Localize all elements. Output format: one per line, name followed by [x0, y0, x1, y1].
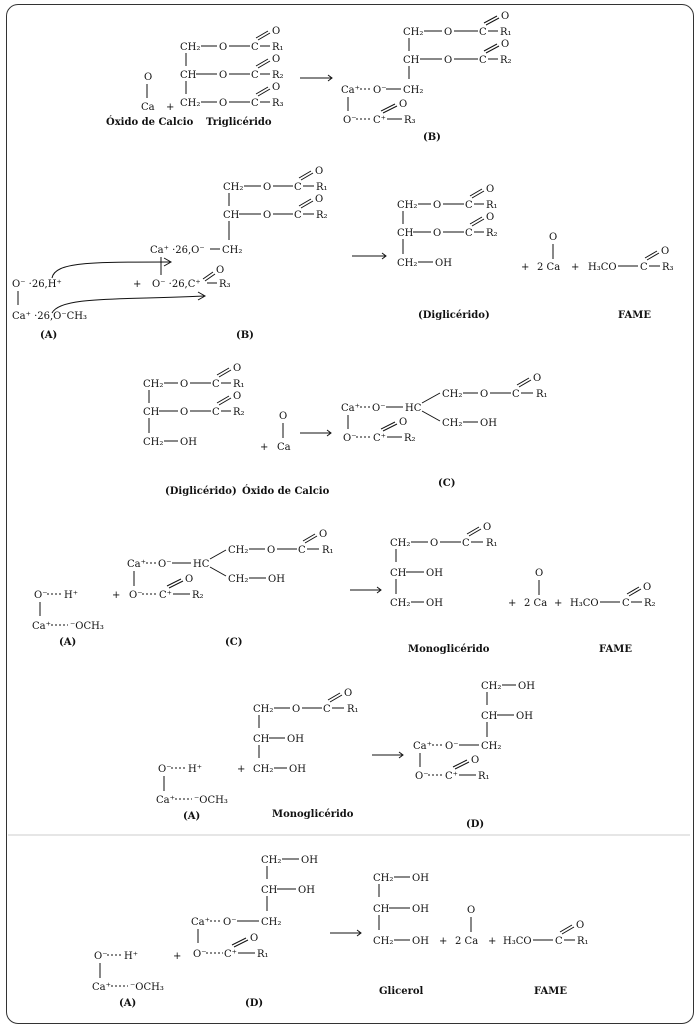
row3-cao [277, 411, 291, 453]
svg-text:C: C [465, 228, 473, 239]
svg-text:O⁻: O⁻ [94, 951, 108, 962]
svg-text:Monoglicérido: Monoglicérido [408, 644, 490, 655]
row4-monoglyceride [390, 522, 498, 609]
svg-text:H₃CO: H₃CO [588, 262, 617, 273]
row6-glycerol [373, 873, 429, 947]
svg-text:R₁: R₁ [257, 949, 269, 960]
svg-text:O: O [315, 166, 324, 177]
svg-text:O: O [661, 246, 670, 257]
electron-arrow [52, 262, 170, 278]
svg-text:R₁: R₁ [478, 771, 490, 782]
svg-text:FAME: FAME [618, 310, 651, 321]
svg-text:C: C [212, 379, 220, 390]
svg-text:Óxido de Calcio: Óxido de Calcio [242, 486, 330, 497]
svg-text:O: O [399, 417, 408, 428]
svg-text:O⁻: O⁻ [343, 115, 357, 126]
svg-text:C: C [640, 262, 648, 273]
svg-text:+: + [237, 764, 246, 775]
row2-intermediate-B [150, 166, 328, 290]
row4-fame [570, 582, 656, 609]
svg-text:C: C [512, 389, 520, 400]
svg-text:(Diglicérido): (Diglicérido) [165, 486, 237, 497]
svg-text:C: C [212, 407, 220, 418]
svg-text:+: + [571, 262, 580, 273]
svg-text:R₂: R₂ [272, 70, 284, 81]
row1-intermediate-B [341, 11, 512, 126]
svg-text:CH: CH [223, 210, 240, 221]
svg-text:O: O [483, 522, 492, 533]
svg-text:OH: OH [412, 873, 429, 884]
svg-text:CH₂: CH₂ [481, 741, 502, 752]
svg-text:2 Ca: 2 Ca [455, 936, 479, 947]
svg-text:O: O [344, 688, 353, 699]
svg-text:O: O [272, 82, 281, 93]
svg-text:OH: OH [289, 764, 306, 775]
svg-text:C: C [251, 42, 259, 53]
svg-text:R₂: R₂ [316, 210, 328, 221]
svg-text:(D): (D) [466, 819, 485, 830]
svg-text:Ca⁺: Ca⁺ [341, 85, 360, 96]
svg-text:O: O [433, 228, 442, 239]
svg-text:CH: CH [481, 711, 498, 722]
row2-fame [588, 246, 674, 273]
svg-text:+: + [173, 951, 182, 962]
svg-text:C: C [294, 210, 302, 221]
svg-text:O: O [219, 70, 228, 81]
row5-intermediate-D [413, 681, 535, 782]
row2-catalyst-A [12, 279, 87, 322]
label-oxido-calcio: Óxido de Calcio [106, 117, 194, 128]
svg-text:R₁: R₁ [316, 182, 328, 193]
svg-text:OH: OH [412, 936, 429, 947]
svg-text:+: + [508, 598, 517, 609]
svg-text:OH: OH [516, 711, 533, 722]
svg-text:O: O [501, 11, 510, 22]
svg-text:O: O [267, 545, 276, 556]
svg-text:O⁻: O⁻ [193, 949, 207, 960]
svg-text:(A): (A) [183, 811, 201, 822]
row5-catalyst-A [156, 764, 228, 806]
svg-text:H⁺: H⁺ [188, 764, 202, 775]
svg-text:O⁻: O⁻ [372, 403, 386, 414]
svg-text:FAME: FAME [534, 986, 567, 997]
svg-text:O: O [643, 582, 652, 593]
row4-intermediate-C [127, 529, 334, 601]
svg-text:O: O [272, 26, 281, 37]
svg-text:OH: OH [435, 258, 452, 269]
svg-text:O: O [233, 363, 242, 374]
svg-text:C: C [479, 55, 487, 66]
svg-text:CH: CH [390, 568, 407, 579]
svg-text:CH₂: CH₂ [397, 200, 418, 211]
svg-text:⁻OCH₃: ⁻OCH₃ [130, 982, 164, 993]
svg-text:CH: CH [397, 228, 414, 239]
svg-text:Ca⁺: Ca⁺ [127, 559, 146, 570]
svg-text:(A): (A) [40, 330, 58, 341]
svg-text:H⁺: H⁺ [124, 951, 138, 962]
svg-text:CH₂: CH₂ [180, 98, 201, 109]
svg-text:C: C [462, 538, 470, 549]
svg-text:CH₂: CH₂ [253, 764, 274, 775]
svg-text:(Diglicérido): (Diglicérido) [418, 310, 490, 321]
svg-text:O⁻: O⁻ [223, 917, 237, 928]
svg-text:2 Ca: 2 Ca [524, 598, 548, 609]
svg-text:C⁺: C⁺ [224, 949, 237, 960]
svg-text:OH: OH [268, 574, 285, 585]
svg-text:C⁺: C⁺ [445, 771, 458, 782]
svg-text:CH₂: CH₂ [442, 418, 463, 429]
svg-text:CH₂: CH₂ [223, 182, 244, 193]
svg-text:R₂: R₂ [500, 55, 512, 66]
svg-text:O: O [533, 373, 542, 384]
svg-text:O⁻: O⁻ [415, 771, 429, 782]
svg-text:R₁: R₁ [347, 704, 359, 715]
svg-text:O⁻ ·26,H⁺: O⁻ ·26,H⁺ [12, 279, 62, 290]
svg-text:CH: CH [261, 885, 278, 896]
svg-text:OH: OH [426, 598, 443, 609]
row6-catalyst-A [92, 951, 164, 993]
svg-text:H⁺: H⁺ [64, 590, 78, 601]
row6-fame [503, 920, 589, 947]
svg-text:R₃: R₃ [219, 279, 231, 290]
svg-text:O⁻: O⁻ [158, 764, 172, 775]
svg-text:CH: CH [373, 904, 390, 915]
svg-text:O⁻: O⁻ [158, 559, 172, 570]
svg-text:CH₂: CH₂ [143, 437, 164, 448]
svg-text:R₁: R₁ [272, 42, 284, 53]
svg-text:OH: OH [301, 855, 318, 866]
svg-text:CH₂: CH₂ [403, 27, 424, 38]
svg-text:Ca⁺: Ca⁺ [191, 917, 210, 928]
svg-text:O: O [315, 194, 324, 205]
svg-text:OH: OH [287, 734, 304, 745]
svg-text:CH₂: CH₂ [397, 258, 418, 269]
svg-text:O: O [576, 920, 585, 931]
svg-text:R₃: R₃ [662, 262, 674, 273]
svg-text:OH: OH [518, 681, 535, 692]
row1-triglyceride [180, 26, 284, 109]
svg-text:⁻OCH₃: ⁻OCH₃ [194, 795, 228, 806]
svg-text:Ca⁺: Ca⁺ [156, 795, 175, 806]
label-B: (B) [423, 132, 441, 143]
svg-text:CH₂: CH₂ [180, 42, 201, 53]
svg-text:CH₂: CH₂ [143, 379, 164, 390]
row6-cao [455, 905, 478, 947]
svg-text:O: O [216, 265, 225, 276]
atom: Ca [141, 102, 155, 113]
svg-text:C: C [298, 545, 306, 556]
svg-text:OH: OH [180, 437, 197, 448]
svg-text:O: O [549, 232, 558, 243]
svg-text:Ca⁺: Ca⁺ [32, 621, 51, 632]
svg-text:C: C [555, 936, 563, 947]
svg-text:O: O [180, 407, 189, 418]
row2-diglyceride [397, 184, 498, 269]
svg-text:OH: OH [426, 568, 443, 579]
svg-text:O: O [250, 933, 259, 944]
svg-text:O: O [180, 379, 189, 390]
svg-text:OH: OH [298, 885, 315, 896]
svg-text:CH: CH [253, 734, 270, 745]
svg-text:CH₂: CH₂ [373, 873, 394, 884]
svg-text:R₂: R₂ [486, 228, 498, 239]
svg-text:CH₂: CH₂ [481, 681, 502, 692]
row1-cao [141, 72, 155, 113]
svg-text:R₃: R₃ [404, 115, 416, 126]
svg-text:O: O [430, 538, 439, 549]
svg-text:R₁: R₁ [536, 389, 548, 400]
svg-text:+: + [112, 590, 121, 601]
svg-text:R₃: R₃ [272, 98, 284, 109]
svg-text:O: O [185, 574, 194, 585]
svg-text:CH₂: CH₂ [261, 855, 282, 866]
svg-text:C: C [251, 70, 259, 81]
row6-intermediate-D [191, 855, 318, 960]
svg-text:FAME: FAME [599, 644, 632, 655]
svg-text:Ca⁺ ·26,O⁻: Ca⁺ ·26,O⁻ [150, 245, 205, 256]
svg-text:C: C [622, 598, 630, 609]
svg-text:+: + [439, 936, 448, 947]
svg-text:R₂: R₂ [233, 407, 245, 418]
svg-text:(C): (C) [225, 637, 243, 648]
svg-text:C: C [323, 704, 331, 715]
row3-diglyceride [143, 363, 245, 448]
svg-text:O: O [233, 391, 242, 402]
svg-text:CH₂: CH₂ [253, 704, 274, 715]
atom: O [144, 72, 153, 83]
svg-text:CH₂: CH₂ [442, 389, 463, 400]
svg-text:Ca⁺ ·26,O⁻CH₃: Ca⁺ ·26,O⁻CH₃ [12, 311, 88, 322]
svg-text:O: O [444, 27, 453, 38]
svg-text:C⁺: C⁺ [159, 590, 172, 601]
svg-text:+: + [488, 936, 497, 947]
svg-text:Ca⁺: Ca⁺ [413, 741, 432, 752]
svg-text:O: O [467, 905, 476, 916]
svg-text:R₂: R₂ [404, 433, 416, 444]
svg-text:O⁻ ·26,C⁺: O⁻ ·26,C⁺ [152, 279, 201, 290]
svg-text:HC: HC [193, 559, 210, 570]
svg-text:CH₂: CH₂ [390, 598, 411, 609]
svg-text:O: O [279, 411, 288, 422]
svg-text:+: + [554, 598, 563, 609]
svg-text:Ca⁺: Ca⁺ [92, 982, 111, 993]
plus-sign: + [166, 102, 175, 113]
svg-text:O: O [433, 200, 442, 211]
svg-text:CH₂: CH₂ [373, 936, 394, 947]
svg-text:O⁻: O⁻ [34, 590, 48, 601]
svg-text:Monoglicérido: Monoglicérido [272, 809, 354, 820]
svg-text:H₃CO: H₃CO [503, 936, 532, 947]
svg-text:C⁺: C⁺ [373, 433, 386, 444]
svg-text:O: O [486, 212, 495, 223]
row4-catalyst-A [32, 590, 104, 632]
svg-text:O: O [535, 568, 544, 579]
svg-text:R₁: R₁ [322, 545, 334, 556]
svg-text:CH₂: CH₂ [403, 85, 424, 96]
svg-text:+: + [260, 442, 269, 453]
svg-text:(C): (C) [438, 478, 456, 489]
svg-text:O⁻: O⁻ [445, 741, 459, 752]
svg-text:R₁: R₁ [577, 936, 589, 947]
svg-text:O: O [319, 529, 328, 540]
svg-text:O: O [263, 210, 272, 221]
svg-text:O: O [219, 42, 228, 53]
svg-text:CH₂: CH₂ [222, 245, 243, 256]
svg-text:(A): (A) [119, 998, 137, 1009]
svg-text:CH₂: CH₂ [228, 574, 249, 585]
svg-text:C: C [465, 200, 473, 211]
svg-text:R₂: R₂ [644, 598, 656, 609]
svg-text:⁻OCH₃: ⁻OCH₃ [70, 621, 104, 632]
svg-text:CH: CH [180, 70, 197, 81]
svg-text:2 Ca: 2 Ca [537, 262, 561, 273]
svg-text:O: O [486, 184, 495, 195]
svg-text:O: O [292, 704, 301, 715]
svg-text:O: O [471, 755, 480, 766]
svg-text:(D): (D) [245, 998, 264, 1009]
svg-text:CH: CH [143, 407, 160, 418]
svg-text:CH₂: CH₂ [228, 545, 249, 556]
svg-text:H₃CO: H₃CO [570, 598, 599, 609]
svg-text:C: C [294, 182, 302, 193]
svg-text:(B): (B) [236, 330, 254, 341]
svg-text:O: O [263, 182, 272, 193]
svg-text:O: O [480, 389, 489, 400]
svg-text:R₁: R₁ [486, 538, 498, 549]
svg-text:Glicerol: Glicerol [379, 986, 424, 997]
svg-text:OH: OH [412, 904, 429, 915]
svg-text:Ca⁺: Ca⁺ [341, 403, 360, 414]
row2-cao [537, 232, 560, 273]
row5-monoglyceride [253, 688, 359, 775]
svg-text:CH: CH [403, 55, 420, 66]
svg-text:R₂: R₂ [192, 590, 204, 601]
svg-text:O: O [501, 39, 510, 50]
row3-intermediate-C [341, 373, 548, 444]
svg-text:R₁: R₁ [233, 379, 245, 390]
svg-text:C: C [479, 27, 487, 38]
svg-text:O: O [272, 54, 281, 65]
svg-text:O⁻: O⁻ [343, 433, 357, 444]
svg-text:C⁺: C⁺ [373, 115, 386, 126]
svg-text:O: O [399, 99, 408, 110]
svg-text:O⁻: O⁻ [373, 85, 387, 96]
svg-text:O⁻: O⁻ [129, 590, 143, 601]
svg-text:O: O [444, 55, 453, 66]
svg-text:Ca: Ca [277, 442, 291, 453]
svg-text:R₁: R₁ [500, 27, 512, 38]
label-trigliceride: Triglicérido [206, 117, 272, 128]
svg-text:CH₂: CH₂ [390, 538, 411, 549]
svg-text:OH: OH [480, 418, 497, 429]
svg-text:(A): (A) [59, 637, 77, 648]
svg-text:O: O [219, 98, 228, 109]
row4-cao [524, 568, 547, 609]
svg-text:+: + [133, 279, 142, 290]
svg-text:C: C [251, 98, 259, 109]
svg-text:R₁: R₁ [486, 200, 498, 211]
svg-text:CH₂: CH₂ [261, 917, 282, 928]
svg-text:HC: HC [405, 403, 422, 414]
svg-text:+: + [521, 262, 530, 273]
